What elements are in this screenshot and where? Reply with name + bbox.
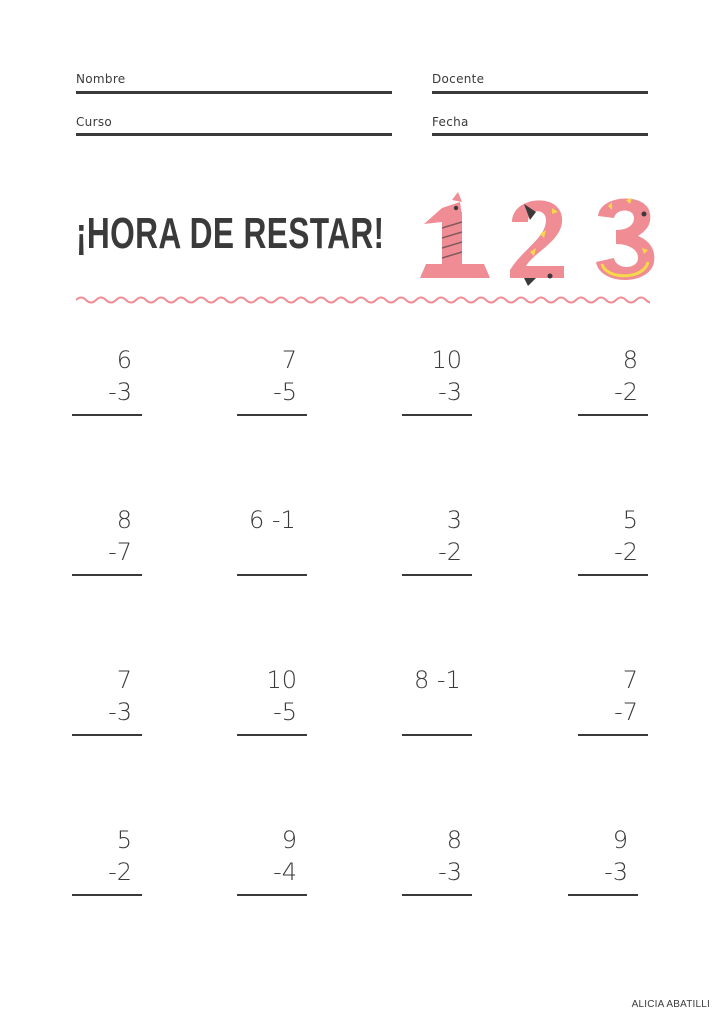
problem-8	[578, 506, 648, 578]
problem-top: 7	[281, 346, 297, 374]
answer-line[interactable]	[72, 894, 142, 896]
problem-3	[402, 346, 472, 418]
author-credit: ALICIA ABATILLI	[631, 999, 710, 1010]
problem-top: 8	[446, 826, 462, 854]
problem-bottom: -3	[108, 698, 132, 726]
nombre-label: Nombre	[76, 72, 126, 86]
problem-2	[237, 346, 307, 418]
numbers-illustration	[412, 186, 662, 286]
problem-top: 10	[431, 346, 462, 374]
digit-three-icon	[596, 198, 654, 280]
problem-bottom: -4	[273, 858, 297, 886]
problem-top: 9	[281, 826, 297, 854]
problem-top: 7	[622, 666, 638, 694]
problem-top: 3	[446, 506, 462, 534]
nombre-field[interactable]	[76, 72, 392, 96]
problem-10	[237, 666, 307, 738]
problem-7	[402, 506, 472, 578]
problem-4	[578, 346, 648, 418]
answer-line[interactable]	[237, 894, 307, 896]
problem-bottom: -3	[438, 378, 462, 406]
answer-line[interactable]	[237, 734, 307, 736]
problem-top: 5	[622, 506, 638, 534]
answer-line[interactable]	[402, 414, 472, 416]
problem-5	[72, 506, 142, 578]
problem-top: 6 -1	[249, 506, 296, 534]
problem-top: 7	[116, 666, 132, 694]
page-title: ¡HORA DE RESTAR!	[76, 209, 385, 258]
problem-top: 8 -1	[414, 666, 461, 694]
problem-top: 5	[116, 826, 132, 854]
problem-13	[72, 826, 142, 898]
answer-line[interactable]	[237, 574, 307, 576]
docente-label: Docente	[432, 72, 485, 86]
problem-15	[402, 826, 472, 898]
answer-line[interactable]	[568, 894, 638, 896]
digit-two-icon	[510, 200, 564, 286]
answer-line[interactable]	[402, 734, 472, 736]
problem-6	[237, 506, 307, 578]
problem-bottom: -2	[438, 538, 462, 566]
answer-line[interactable]	[237, 414, 307, 416]
problem-bottom: -5	[273, 378, 297, 406]
curso-line	[76, 133, 392, 136]
docente-field[interactable]	[432, 72, 648, 96]
answer-line[interactable]	[402, 574, 472, 576]
problem-bottom: -3	[604, 858, 628, 886]
problem-9	[72, 666, 142, 738]
problem-12	[578, 666, 648, 738]
answer-line[interactable]	[402, 894, 472, 896]
answer-line[interactable]	[72, 734, 142, 736]
problem-top: 10	[266, 666, 297, 694]
curso-label: Curso	[76, 115, 113, 129]
fecha-label: Fecha	[432, 115, 469, 129]
problem-14	[237, 826, 307, 898]
answer-line[interactable]	[72, 574, 142, 576]
fecha-field[interactable]	[432, 115, 648, 139]
problem-16	[568, 826, 638, 898]
fecha-line	[432, 133, 648, 136]
problem-bottom: -2	[614, 538, 638, 566]
problem-bottom: -7	[614, 698, 638, 726]
nombre-line	[76, 91, 392, 94]
problem-bottom: -5	[273, 698, 297, 726]
answer-line[interactable]	[72, 414, 142, 416]
problem-top: 6	[116, 346, 132, 374]
curso-field[interactable]	[76, 115, 392, 139]
digit-one-icon	[420, 192, 490, 278]
answer-line[interactable]	[578, 734, 648, 736]
problem-bottom: -2	[108, 858, 132, 886]
docente-line	[432, 91, 648, 94]
problem-bottom: -7	[108, 538, 132, 566]
problem-top: 8	[622, 346, 638, 374]
problem-bottom: -2	[614, 378, 638, 406]
problem-bottom: -3	[438, 858, 462, 886]
problem-bottom: -3	[108, 378, 132, 406]
problem-11	[402, 666, 472, 738]
answer-line[interactable]	[578, 574, 648, 576]
wave-divider	[76, 292, 650, 308]
problem-1	[72, 346, 142, 418]
answer-line[interactable]	[578, 414, 648, 416]
problem-top: 8	[116, 506, 132, 534]
problem-top: 9	[612, 826, 628, 854]
